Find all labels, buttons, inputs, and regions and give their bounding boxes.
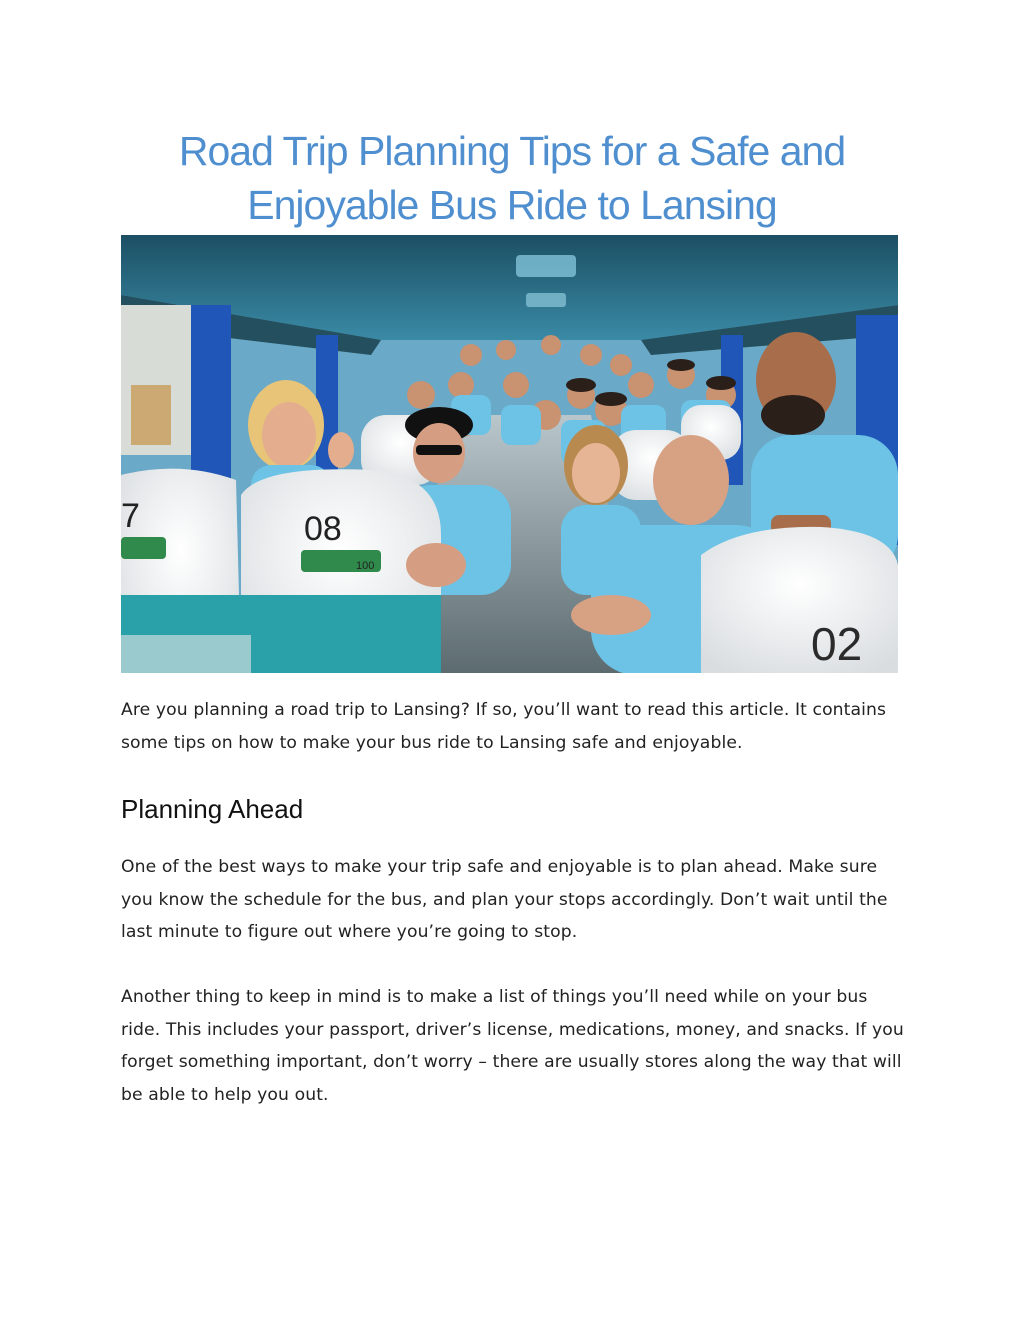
- body-paragraph: Another thing to keep in mind is to make a list of things you’ll need while on your bus ride. This includes your passport, driver’s license, medications, money, and snacks. If you forget something important, don’t worry – there are usually stores along the way that will be able to help you out.: [121, 987, 904, 1105]
- seat-number-08: 08: [304, 510, 342, 548]
- body-paragraph: One of the best ways to make your trip safe and enjoyable is to plan ahead. Make sure you know the schedule for the bus, and plan your stops accordingly. Don’t wait until the last minute to figure out where you’re going to stop.: [121, 857, 888, 942]
- bus-passengers-photo: [121, 235, 898, 673]
- section-heading: Planning Ahead: [121, 794, 304, 824]
- seat-number-02: 02: [811, 618, 863, 670]
- seat-badge: 100: [356, 560, 375, 572]
- article-title: Road Trip Planning Tips for a Safe and Enjoyable Bus Ride to Lansing: [178, 128, 846, 228]
- intro-paragraph: Are you planning a road trip to Lansing? If so, you’ll want to read this article. It contains some tips on how to make your bus ride to Lansing safe and enjoyable.: [121, 700, 887, 753]
- seat-number-7: 7: [121, 497, 140, 535]
